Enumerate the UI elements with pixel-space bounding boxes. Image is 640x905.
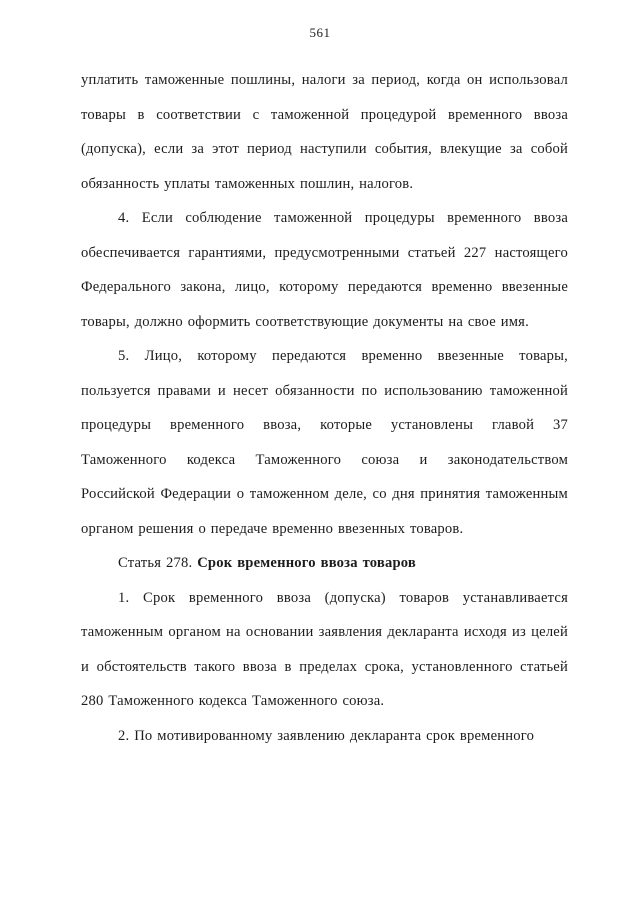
body-paragraph-point-2-cutoff: 2. По мотивированному заявлению декларанта срок временного: [118, 727, 535, 744]
body-paragraph-point-5: 5. Лицо, которому передаются временно ввезенные товары, пользуется правами и несет обязанности по использованию таможенной процедуры временного ввоза, которые установлены главой 37 Таможенного кодекса Таможенного союза и законодательством Российской Федерации о таможенном деле, со дня принятия таможенным органом решения о передаче временно ввезенных товаров.: [81, 348, 568, 537]
page-body: [81, 63, 568, 753]
article-heading-title: Срок временного ввоза товаров: [197, 555, 417, 571]
page-number: 561: [309, 25, 331, 40]
body-paragraph-point-1: 1. Срок временного ввоза (допуска) товаров устанавливается таможенным органом на основании заявления декларанта исходя из целей и обстоятельств такого ввоза в пределах срока, установленного статьей 280 Таможенного кодекса Таможенного союза.: [81, 589, 568, 709]
article-heading-number: Статья 278.: [118, 555, 198, 571]
article-heading: [81, 546, 568, 581]
body-paragraph-continuation: уплатить таможенные пошлины, налоги за период, когда он использовал товары в соответствии с таможенной процедурой временного ввоза (допуска), если за этот период наступили события, влекущие за собой обязанность уплаты таможенных пошлин, налогов.: [81, 72, 568, 192]
body-paragraph-point-4: 4. Если соблюдение таможенной процедуры временного ввоза обеспечивается гарантиями, предусмотренными статьей 227 настоящего Федерального закона, лицо, которому передаются временно ввезенные товары, должно оформить соответствующие документы на свое имя.: [81, 210, 568, 330]
